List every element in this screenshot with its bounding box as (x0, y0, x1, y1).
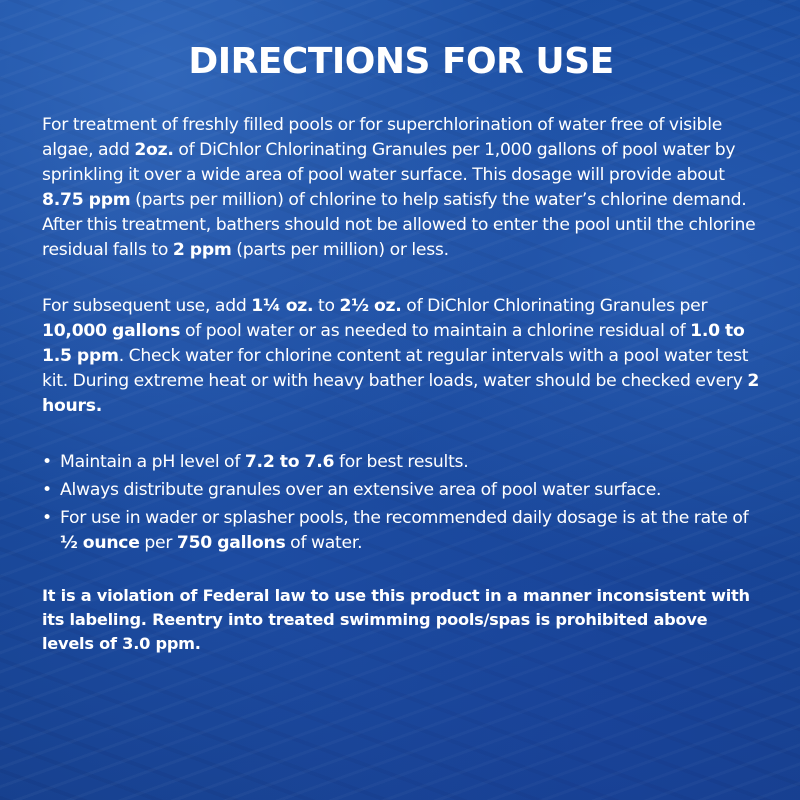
daily-dose: ½ ounce (60, 533, 140, 554)
text-segment: Maintain a pH level of (60, 452, 245, 473)
page-title: DIRECTIONS FOR USE (188, 41, 614, 82)
list-item (42, 450, 760, 475)
text-segment: For treatment of freshly filled pools or for superchlorination of water free of visible algae, add (42, 115, 723, 161)
text-segment: of DiChlor Chlorinating Granules per (401, 296, 708, 317)
text-segment: Always distribute granules over an extensive area of pool water surface. (60, 480, 662, 501)
check-interval: 2 hours. (42, 371, 760, 417)
text-segment: . Check water for chlorine content at regular intervals with a pool water test kit. During extreme heat or with heavy bather loads, water should be checked every (42, 346, 749, 392)
wader-volume: 750 gallons (176, 533, 286, 554)
bullet-icon: • (42, 508, 52, 529)
federal-law-warning: It is a violation of Federal law to use this product in a manner inconsistent with its labeling. Reentry into treated swimming pools/spas is prohibited above levels of 3.0 ppm. (42, 586, 750, 654)
dose-amount: 2oz. (134, 140, 174, 161)
text-segment: of pool water or as needed to maintain a chlorine residual of (180, 321, 691, 342)
list-item (42, 478, 760, 503)
dose-max: 2½ oz. (339, 296, 402, 317)
first-use-paragraph (42, 113, 760, 263)
dose-min: 1¼ oz. (251, 296, 314, 317)
text-segment: for best results. (334, 452, 469, 473)
pool-volume: 10,000 gallons (42, 321, 181, 342)
text-segment: of water. (285, 533, 363, 554)
text-segment: For use in wader or splasher pools, the recommended daily dosage is at the rate of (60, 508, 749, 529)
chlorine-level: 8.75 ppm (42, 190, 131, 211)
text-segment: per (139, 533, 177, 554)
text-segment: of DiChlor Chlorinating Granules per 1,000 gallons of pool water by sprinkling it over a wide area of pool water surface. This dosage will provide about (42, 140, 736, 186)
tips-list (42, 450, 760, 556)
list-item (42, 506, 760, 556)
residual-range: 1.0 to 1.5 ppm (42, 321, 745, 367)
text-segment: to (313, 296, 340, 317)
residual-level: 2 ppm (172, 240, 232, 261)
text-segment: (parts per million) of chlorine to help satisfy the water’s chlorine demand. After this treatment, bathers should not be allowed to enter the pool until the chlorine residual falls to (42, 190, 756, 261)
text-segment: For subsequent use, add (42, 296, 252, 317)
subsequent-use-paragraph (42, 294, 760, 419)
bullet-icon: • (42, 452, 52, 473)
text-segment: (parts per million) or less. (231, 240, 449, 261)
ph-range: 7.2 to 7.6 (244, 452, 335, 473)
bullet-icon: • (42, 480, 52, 501)
